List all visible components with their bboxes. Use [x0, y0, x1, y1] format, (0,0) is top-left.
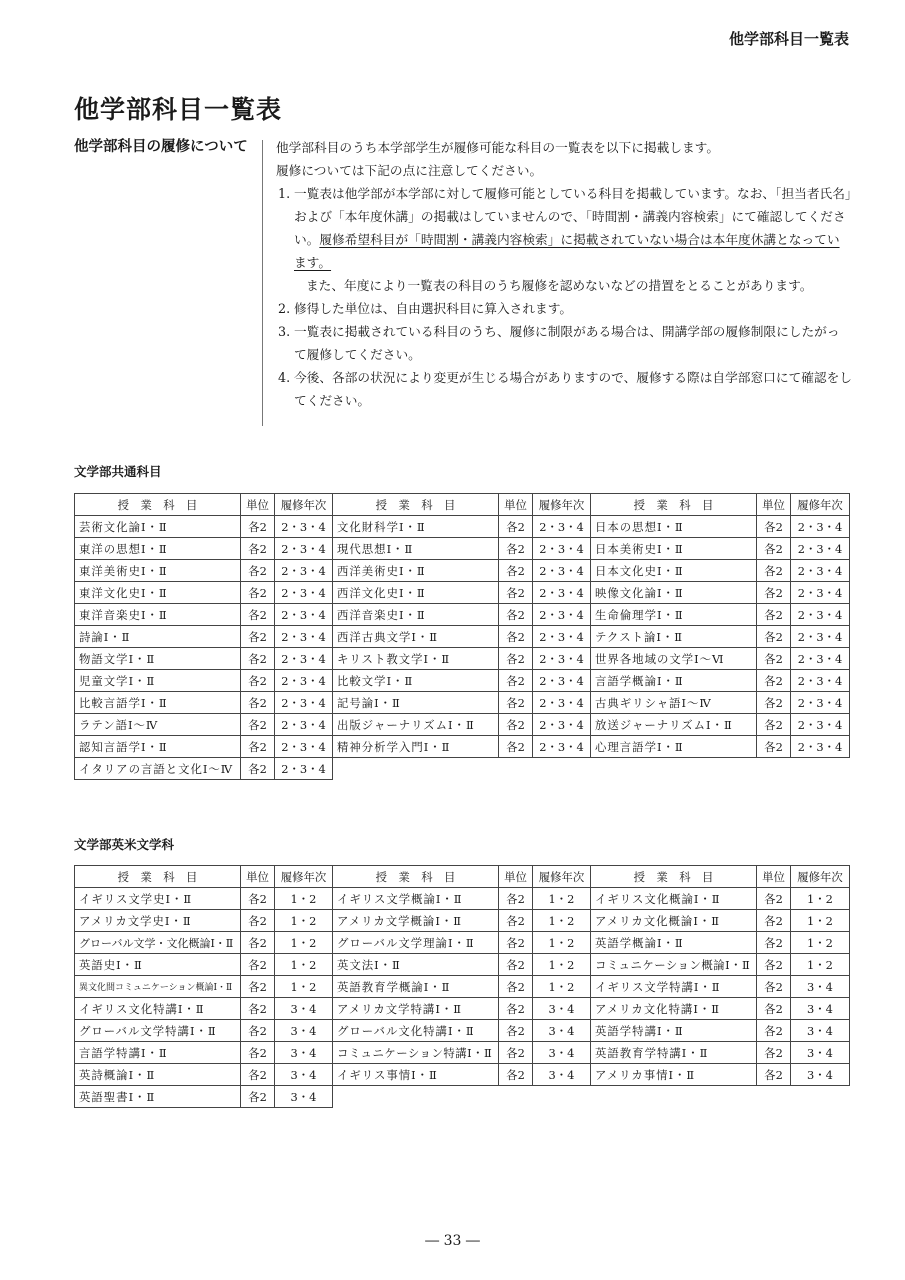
year-cell: 3・4 — [791, 998, 850, 1020]
year-cell: 3・4 — [275, 998, 333, 1020]
year-cell: 2・3・4 — [275, 626, 333, 648]
units-cell: 各2 — [757, 670, 791, 692]
empty-cell — [591, 758, 757, 780]
units-cell: 各2 — [757, 954, 791, 976]
course-name-cell: 記号論Ⅰ・Ⅱ — [333, 692, 499, 714]
course-name-cell: 古典ギリシャ語Ⅰ～Ⅳ — [591, 692, 757, 714]
course-name-cell: 比較文学Ⅰ・Ⅱ — [333, 670, 499, 692]
year-cell: 3・4 — [275, 1086, 333, 1108]
units-cell: 各2 — [499, 582, 533, 604]
year-cell: 1・2 — [275, 976, 333, 998]
literature-common-table — [74, 493, 850, 780]
year-cell: 1・2 — [533, 910, 591, 932]
units-cell: 各2 — [499, 736, 533, 758]
course-name-cell: グローバル文化特講Ⅰ・Ⅱ — [333, 1020, 499, 1042]
notes-item-text: 今後、各部の状況により変更が生じる場合がありますので、履修する際は自学部窓口にて確認をしてください。 — [294, 370, 852, 408]
year-cell: 3・4 — [533, 1042, 591, 1064]
notes-intro-1: 他学部科目のうち本学部学生が履修可能な科目の一覧表を以下に掲載します。 — [276, 140, 720, 155]
course-name-cell: テクスト論Ⅰ・Ⅱ — [591, 626, 757, 648]
course-name-cell: グローバル文学特講Ⅰ・Ⅱ — [75, 1020, 241, 1042]
year-cell: 1・2 — [275, 932, 333, 954]
units-cell: 各2 — [499, 648, 533, 670]
year-cell: 3・4 — [791, 1042, 850, 1064]
table-row — [75, 1020, 850, 1042]
year-cell: 3・4 — [275, 1042, 333, 1064]
notes-body — [276, 136, 852, 412]
units-cell: 各2 — [241, 538, 275, 560]
course-name-cell: 英語教育学特講Ⅰ・Ⅱ — [591, 1042, 757, 1064]
course-name-cell: グローバル文学・文化概論Ⅰ・Ⅱ — [75, 932, 241, 954]
notes-item — [276, 366, 852, 412]
empty-cell — [757, 758, 791, 780]
column-header-units: 単位 — [757, 866, 791, 888]
year-cell: 3・4 — [791, 976, 850, 998]
table-header-row — [75, 866, 850, 888]
course-name-cell: イギリス文学史Ⅰ・Ⅱ — [75, 888, 241, 910]
course-name-cell: 東洋の思想Ⅰ・Ⅱ — [75, 538, 241, 560]
column-header-units: 単位 — [241, 866, 275, 888]
course-name-cell: イギリス文化特講Ⅰ・Ⅱ — [75, 998, 241, 1020]
year-cell: 2・3・4 — [791, 516, 850, 538]
course-name-cell: 英語学概論Ⅰ・Ⅱ — [591, 932, 757, 954]
empty-cell — [533, 1086, 591, 1108]
course-name-cell: 英語学特講Ⅰ・Ⅱ — [591, 1020, 757, 1042]
course-name-cell: アメリカ文学概論Ⅰ・Ⅱ — [333, 910, 499, 932]
table-row — [75, 888, 850, 910]
course-name-cell: アメリカ文化概論Ⅰ・Ⅱ — [591, 910, 757, 932]
course-name-cell: アメリカ文化特講Ⅰ・Ⅱ — [591, 998, 757, 1020]
course-name-cell: 西洋文化史Ⅰ・Ⅱ — [333, 582, 499, 604]
course-name-cell: 物語文学Ⅰ・Ⅱ — [75, 648, 241, 670]
course-name-cell: 西洋美術史Ⅰ・Ⅱ — [333, 560, 499, 582]
year-cell: 2・3・4 — [791, 560, 850, 582]
course-name-cell: コミュニケーション概論Ⅰ・Ⅱ — [591, 954, 757, 976]
year-cell: 2・3・4 — [275, 736, 333, 758]
units-cell: 各2 — [757, 976, 791, 998]
units-cell: 各2 — [757, 714, 791, 736]
year-cell: 2・3・4 — [533, 582, 591, 604]
units-cell: 各2 — [499, 888, 533, 910]
year-cell: 2・3・4 — [533, 560, 591, 582]
year-cell: 1・2 — [533, 976, 591, 998]
course-name-cell: イギリス文学概論Ⅰ・Ⅱ — [333, 888, 499, 910]
units-cell: 各2 — [499, 626, 533, 648]
notes-item — [276, 297, 852, 320]
course-name-cell: 異文化間コミュニケーション概論Ⅰ・Ⅱ — [75, 976, 241, 998]
units-cell: 各2 — [757, 736, 791, 758]
units-cell: 各2 — [757, 910, 791, 932]
year-cell: 2・3・4 — [791, 538, 850, 560]
units-cell: 各2 — [499, 692, 533, 714]
empty-cell — [791, 1086, 850, 1108]
units-cell: 各2 — [499, 976, 533, 998]
table-row — [75, 932, 850, 954]
course-name-cell: 放送ジャーナリズムⅠ・Ⅱ — [591, 714, 757, 736]
column-header-course: 授 業 科 目 — [75, 866, 241, 888]
notes-item-text: 一覧表に掲載されている科目のうち、履修に制限がある場合は、開講学部の履修制限にしたがって履修してください。 — [294, 324, 840, 362]
course-name-cell: 言語学特講Ⅰ・Ⅱ — [75, 1042, 241, 1064]
year-cell: 1・2 — [533, 932, 591, 954]
units-cell: 各2 — [241, 670, 275, 692]
course-name-cell: コミュニケーション特講Ⅰ・Ⅱ — [333, 1042, 499, 1064]
table-row — [75, 692, 850, 714]
notes-item-number: 2. — [278, 301, 291, 316]
year-cell: 2・3・4 — [275, 582, 333, 604]
vertical-divider — [262, 140, 263, 426]
course-name-cell: 東洋美術史Ⅰ・Ⅱ — [75, 560, 241, 582]
year-cell: 2・3・4 — [791, 736, 850, 758]
course-name-cell: 芸術文化論Ⅰ・Ⅱ — [75, 516, 241, 538]
year-cell: 2・3・4 — [275, 538, 333, 560]
empty-cell — [533, 758, 591, 780]
units-cell: 各2 — [757, 692, 791, 714]
units-cell: 各2 — [757, 538, 791, 560]
notes-item-underlined-text: 履修希望科目が「時間割・講義内容検索」に掲載されていない場合は本年度休講となっています。 — [294, 232, 840, 270]
units-cell: 各2 — [241, 582, 275, 604]
column-header-units: 単位 — [757, 494, 791, 516]
year-cell: 2・3・4 — [791, 626, 850, 648]
course-name-cell: 詩論Ⅰ・Ⅱ — [75, 626, 241, 648]
units-cell: 各2 — [241, 1042, 275, 1064]
notes-list — [276, 182, 852, 412]
empty-cell — [499, 1086, 533, 1108]
english-american-lit-table — [74, 865, 850, 1108]
table-row — [75, 648, 850, 670]
units-cell: 各2 — [241, 714, 275, 736]
course-name-cell: アメリカ文学特講Ⅰ・Ⅱ — [333, 998, 499, 1020]
course-name-cell: イタリアの言語と文化Ⅰ～Ⅳ — [75, 758, 241, 780]
year-cell: 1・2 — [533, 954, 591, 976]
course-name-cell: 日本美術史Ⅰ・Ⅱ — [591, 538, 757, 560]
units-cell: 各2 — [241, 888, 275, 910]
course-name-cell: 英語聖書Ⅰ・Ⅱ — [75, 1086, 241, 1108]
year-cell: 2・3・4 — [275, 670, 333, 692]
course-name-cell: 比較言語学Ⅰ・Ⅱ — [75, 692, 241, 714]
year-cell: 3・4 — [791, 1020, 850, 1042]
units-cell: 各2 — [241, 648, 275, 670]
page-number: ― 33 ― — [425, 1233, 480, 1249]
empty-cell — [591, 1086, 757, 1108]
english-american-lit-heading: 文学部英米文学科 — [74, 837, 175, 852]
table-row — [75, 538, 850, 560]
year-cell: 2・3・4 — [533, 604, 591, 626]
empty-cell — [791, 758, 850, 780]
course-name-cell: 出版ジャーナリズムⅠ・Ⅱ — [333, 714, 499, 736]
empty-cell — [499, 758, 533, 780]
units-cell: 各2 — [757, 998, 791, 1020]
course-name-cell: 生命倫理学Ⅰ・Ⅱ — [591, 604, 757, 626]
year-cell: 2・3・4 — [791, 692, 850, 714]
column-header-units: 単位 — [241, 494, 275, 516]
notes-item-text: 一覧表は他学部が本学部に対して履修可能としている科目を掲載しています。なお、「担当者氏名」および「本年度休講」の掲載はしていませんので、「時間割・講義内容検索」にて確認してください。 — [294, 186, 852, 247]
course-name-cell: 映像文化論Ⅰ・Ⅱ — [591, 582, 757, 604]
table-row — [75, 954, 850, 976]
units-cell: 各2 — [499, 670, 533, 692]
units-cell: 各2 — [241, 1086, 275, 1108]
column-header-course: 授 業 科 目 — [591, 866, 757, 888]
table-row — [75, 516, 850, 538]
column-header-units: 単位 — [499, 494, 533, 516]
units-cell: 各2 — [757, 516, 791, 538]
units-cell: 各2 — [499, 910, 533, 932]
units-cell: 各2 — [757, 1064, 791, 1086]
notes-item — [276, 182, 852, 297]
year-cell: 2・3・4 — [533, 538, 591, 560]
units-cell: 各2 — [241, 758, 275, 780]
table-row — [75, 714, 850, 736]
year-cell: 2・3・4 — [533, 626, 591, 648]
units-cell: 各2 — [757, 648, 791, 670]
units-cell: 各2 — [499, 516, 533, 538]
units-cell: 各2 — [499, 538, 533, 560]
units-cell: 各2 — [499, 1064, 533, 1086]
empty-cell — [757, 1086, 791, 1108]
year-cell: 2・3・4 — [533, 714, 591, 736]
column-header-year: 履修年次 — [533, 866, 591, 888]
year-cell: 2・3・4 — [791, 604, 850, 626]
units-cell: 各2 — [241, 516, 275, 538]
table-row — [75, 998, 850, 1020]
units-cell: 各2 — [499, 954, 533, 976]
notes-item-number: 1. — [278, 186, 291, 201]
year-cell: 2・3・4 — [275, 714, 333, 736]
course-name-cell: イギリス事情Ⅰ・Ⅱ — [333, 1064, 499, 1086]
table-row — [75, 560, 850, 582]
course-name-cell: イギリス文化概論Ⅰ・Ⅱ — [591, 888, 757, 910]
course-name-cell: アメリカ文学史Ⅰ・Ⅱ — [75, 910, 241, 932]
units-cell: 各2 — [241, 998, 275, 1020]
course-name-cell: 言語学概論Ⅰ・Ⅱ — [591, 670, 757, 692]
literature-common-heading: 文学部共通科目 — [74, 464, 162, 479]
course-name-cell: 東洋文化史Ⅰ・Ⅱ — [75, 582, 241, 604]
units-cell: 各2 — [499, 604, 533, 626]
units-cell: 各2 — [757, 932, 791, 954]
year-cell: 1・2 — [275, 888, 333, 910]
year-cell: 2・3・4 — [791, 648, 850, 670]
year-cell: 2・3・4 — [533, 516, 591, 538]
year-cell: 2・3・4 — [275, 692, 333, 714]
course-name-cell: グローバル文学理論Ⅰ・Ⅱ — [333, 932, 499, 954]
table-row — [75, 976, 850, 998]
notes-item-text: 修得した単位は、自由選択科目に算入されます。 — [294, 301, 573, 316]
table-row — [75, 1042, 850, 1064]
course-name-cell: 日本の思想Ⅰ・Ⅱ — [591, 516, 757, 538]
year-cell: 2・3・4 — [275, 758, 333, 780]
year-cell: 2・3・4 — [791, 714, 850, 736]
notes-intro-2: 履修については下記の点に注意してください。 — [276, 163, 543, 178]
table-row — [75, 604, 850, 626]
units-cell: 各2 — [757, 1042, 791, 1064]
column-header-course: 授 業 科 目 — [75, 494, 241, 516]
empty-cell — [333, 758, 499, 780]
year-cell: 1・2 — [275, 954, 333, 976]
units-cell: 各2 — [241, 954, 275, 976]
year-cell: 2・3・4 — [275, 560, 333, 582]
year-cell: 2・3・4 — [533, 648, 591, 670]
running-header: 他学部科目一覧表 — [728, 30, 849, 48]
units-cell: 各2 — [757, 888, 791, 910]
units-cell: 各2 — [757, 1020, 791, 1042]
year-cell: 2・3・4 — [275, 648, 333, 670]
year-cell: 3・4 — [533, 998, 591, 1020]
table-row — [75, 670, 850, 692]
year-cell: 2・3・4 — [275, 516, 333, 538]
units-cell: 各2 — [757, 604, 791, 626]
course-name-cell: 西洋音楽史Ⅰ・Ⅱ — [333, 604, 499, 626]
course-name-cell: 世界各地域の文学Ⅰ～Ⅵ — [591, 648, 757, 670]
table-row — [75, 736, 850, 758]
course-name-cell: キリスト教文学Ⅰ・Ⅱ — [333, 648, 499, 670]
notes-item-number: 4. — [278, 370, 291, 385]
year-cell: 2・3・4 — [275, 604, 333, 626]
units-cell: 各2 — [241, 932, 275, 954]
course-name-cell: 日本文化史Ⅰ・Ⅱ — [591, 560, 757, 582]
year-cell: 3・4 — [275, 1064, 333, 1086]
notes-item-subtext: また、年度により一覧表の科目のうち履修を認めないなどの措置をとることがあります。 — [306, 278, 813, 293]
year-cell: 2・3・4 — [791, 670, 850, 692]
year-cell: 1・2 — [275, 910, 333, 932]
year-cell: 3・4 — [275, 1020, 333, 1042]
column-header-year: 履修年次 — [275, 866, 333, 888]
year-cell: 1・2 — [791, 932, 850, 954]
table-row — [75, 758, 850, 780]
course-name-cell: 認知言語学Ⅰ・Ⅱ — [75, 736, 241, 758]
course-name-cell: 心理言語学Ⅰ・Ⅱ — [591, 736, 757, 758]
column-header-units: 単位 — [499, 866, 533, 888]
column-header-year: 履修年次 — [275, 494, 333, 516]
column-header-course: 授 業 科 目 — [591, 494, 757, 516]
year-cell: 2・3・4 — [791, 582, 850, 604]
course-name-cell: 英文法Ⅰ・Ⅱ — [333, 954, 499, 976]
course-name-cell: 英語教育学概論Ⅰ・Ⅱ — [333, 976, 499, 998]
units-cell: 各2 — [757, 582, 791, 604]
course-name-cell: イギリス文学特講Ⅰ・Ⅱ — [591, 976, 757, 998]
units-cell: 各2 — [499, 1042, 533, 1064]
year-cell: 2・3・4 — [533, 692, 591, 714]
year-cell: 1・2 — [791, 888, 850, 910]
units-cell: 各2 — [241, 736, 275, 758]
course-name-cell: 西洋古典文学Ⅰ・Ⅱ — [333, 626, 499, 648]
year-cell: 3・4 — [791, 1064, 850, 1086]
column-header-course: 授 業 科 目 — [333, 866, 499, 888]
course-name-cell: 児童文学Ⅰ・Ⅱ — [75, 670, 241, 692]
units-cell: 各2 — [241, 976, 275, 998]
course-name-cell: ラテン語Ⅰ～Ⅳ — [75, 714, 241, 736]
course-name-cell: 文化財科学Ⅰ・Ⅱ — [333, 516, 499, 538]
year-cell: 3・4 — [533, 1020, 591, 1042]
units-cell: 各2 — [499, 560, 533, 582]
table-header-row — [75, 494, 850, 516]
column-header-year: 履修年次 — [791, 494, 850, 516]
units-cell: 各2 — [241, 626, 275, 648]
table-row — [75, 1064, 850, 1086]
column-header-course: 授 業 科 目 — [333, 494, 499, 516]
units-cell: 各2 — [757, 560, 791, 582]
year-cell: 3・4 — [533, 1064, 591, 1086]
units-cell: 各2 — [241, 560, 275, 582]
notes-item — [276, 320, 852, 366]
notes-item-number: 3. — [278, 324, 291, 339]
table-row — [75, 582, 850, 604]
course-name-cell: 東洋音楽史Ⅰ・Ⅱ — [75, 604, 241, 626]
year-cell: 1・2 — [533, 888, 591, 910]
year-cell: 2・3・4 — [533, 670, 591, 692]
units-cell: 各2 — [499, 1020, 533, 1042]
page-title: 他学部科目一覧表 — [74, 95, 283, 124]
notes-heading: 他学部科目の履修について — [74, 139, 248, 155]
units-cell: 各2 — [499, 998, 533, 1020]
year-cell: 1・2 — [791, 954, 850, 976]
course-name-cell: 精神分析学入門Ⅰ・Ⅱ — [333, 736, 499, 758]
units-cell: 各2 — [499, 932, 533, 954]
column-header-year: 履修年次 — [791, 866, 850, 888]
course-name-cell: アメリカ事情Ⅰ・Ⅱ — [591, 1064, 757, 1086]
empty-cell — [333, 1086, 499, 1108]
units-cell: 各2 — [499, 714, 533, 736]
units-cell: 各2 — [241, 692, 275, 714]
course-name-cell: 英語史Ⅰ・Ⅱ — [75, 954, 241, 976]
units-cell: 各2 — [757, 626, 791, 648]
year-cell: 1・2 — [791, 910, 850, 932]
units-cell: 各2 — [241, 910, 275, 932]
year-cell: 2・3・4 — [533, 736, 591, 758]
table-row — [75, 910, 850, 932]
table-row — [75, 1086, 850, 1108]
column-header-year: 履修年次 — [533, 494, 591, 516]
table-row — [75, 626, 850, 648]
course-name-cell: 現代思想Ⅰ・Ⅱ — [333, 538, 499, 560]
course-name-cell: 英詩概論Ⅰ・Ⅱ — [75, 1064, 241, 1086]
units-cell: 各2 — [241, 1020, 275, 1042]
units-cell: 各2 — [241, 604, 275, 626]
units-cell: 各2 — [241, 1064, 275, 1086]
